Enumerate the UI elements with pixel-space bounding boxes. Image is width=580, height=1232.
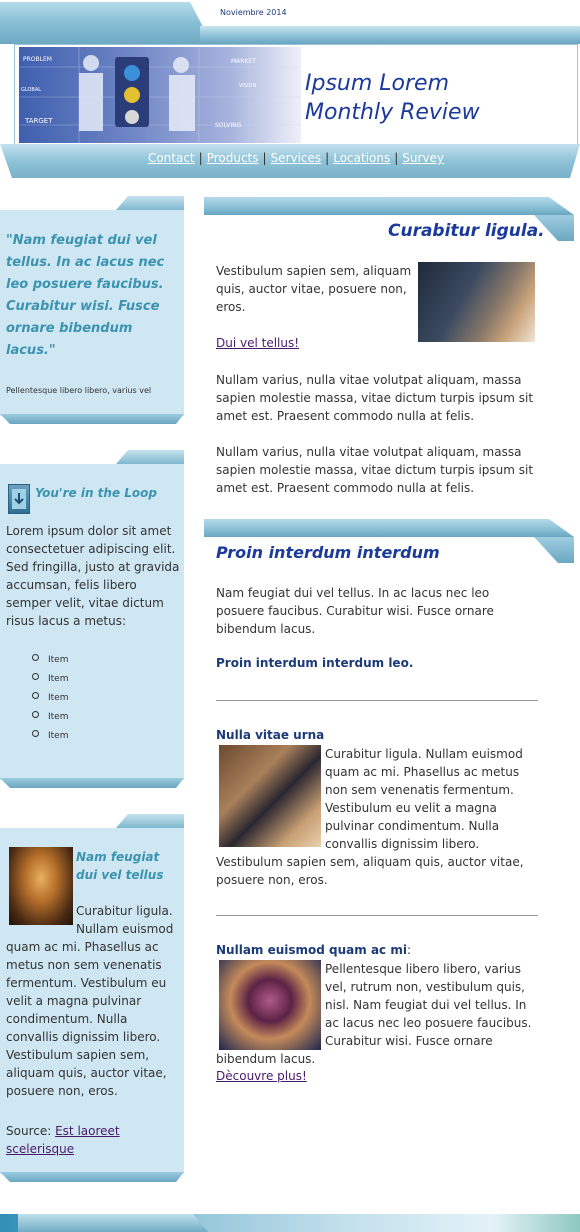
article-1-body [216,745,538,895]
article-2-title-colon: : [406,943,412,957]
section-bar-band [204,519,574,537]
paragraph-3: Nam feugiat dui vel tellus. In ac lacus nec leo posuere faucibus. Curabitur wisi. Fusce ornare bibendum lacus. [216,586,494,636]
hero-word-global: GLOBAL [21,87,42,93]
source-link[interactable]: Est laoreet scelerisque [6,1124,120,1156]
cave-photo [9,847,73,925]
panel-cap [116,450,184,464]
list-item: Item [32,654,69,673]
article-2-title-text: Nullam euismod quam ac mi [216,943,407,957]
article-2-text: Pellentesque libero libero, varius vel, rutrum non, vestibulum quis, nisl. Nam feugiat dui vel tellus. In ac lacus nec leo posuere faucibus. Curabitur wisi. Fusce ornare bibendum lacus. [216,962,532,1066]
footer-bar [0,1214,580,1232]
feature-title: Nam feugiat dui vel tellus [76,850,164,882]
title-line-1: Ipsum Lorem [305,71,450,96]
newsletter-title [305,69,480,127]
nav-link-locations[interactable]: Locations [333,151,391,165]
nav-link-products[interactable]: Products [206,151,259,165]
header-top-bar [0,0,580,44]
panel-foot [0,1172,184,1182]
section-heading-curabitur: Curabitur ligula. [388,221,545,241]
hero-word-market: MARKET [231,58,256,65]
subheading: Proin interdum interdum leo. [216,656,414,670]
loop-title: You're in the Loop [35,486,157,500]
paragraph-1: Nullam varius, nulla vitae volutpat aliquam, massa sapien molestie massa, vitae dictum turpis ipsum sit amet est. Praesent commodo nulla at felis. [216,373,534,423]
footer-tab [18,1214,208,1232]
list-item: Item [32,711,69,730]
hero-word-problem: PROBLEM [23,56,52,63]
loop-list [32,654,69,749]
divider [216,915,538,916]
businessman-photo [418,262,535,342]
list-item: Item [32,692,69,711]
article-2-body [216,960,538,1068]
feature-panel [0,828,184,1174]
hero-word-target: TARGET [25,117,53,125]
main-nav [0,151,580,165]
panel-foot [0,778,184,788]
nav-separator: | [262,151,267,165]
nav-link-contact[interactable]: Contact [147,151,195,165]
article-2-title [216,943,411,957]
hero-word-vision: VISION [239,83,257,89]
list-item: Item [32,673,69,692]
title-line-2: Monthly Review [305,100,480,125]
article-1-text: Curabitur ligula. Nullam euismod quam ac mi. Phasellus ac metus non sem venenatis fermentum. Vestibulum eu velit a magna pulvinar condimentum. Nulla convallis dignissim libero. Vestibulum sapien sem, aliquam quis, auctor vitae, posuere non, eros. [216,747,524,887]
nav-separator: | [394,151,399,165]
nav-link-survey[interactable]: Survey [402,151,445,165]
pull-quote: "Nam feugiat dui vel tellus. In ac lacus nec leo posuere faucibus. Curabitur wisi. Fusce ornare bibendum lacus." [6,233,165,358]
source-label: Source: [6,1124,52,1138]
section-heading-proin: Proin interdum interdum [216,543,440,562]
section-bar-band [204,197,574,215]
source-line [6,1122,176,1158]
issue-date: Noviembre 2014 [220,8,287,17]
header-tab-shape [0,2,212,44]
article-1-title: Nulla vitae urna [216,728,325,742]
nav-link-services[interactable]: Services [270,151,322,165]
download-icon [8,484,30,514]
feature-text-lead: Curabitur ligula. Nullam euismod [76,904,174,936]
hero-word-solving: SOLVING [215,122,242,129]
feature-text-body: quam ac mi. Phasellus ac metus non sem venenatis fermentum. Vestibulum eu velit a magna pulvinar condimentum. Nulla convallis dignissim libero. Vestibulum sapien sem, aliquam quis, auctor vitae, posuere non, eros. [6,940,167,1098]
loop-panel [0,464,184,780]
hero-image [19,47,301,143]
divider [216,700,538,701]
panel-cap [116,196,184,210]
quote-attribution: Pellentesque libero libero, varius vel [6,386,152,395]
dui-vel-tellus-link[interactable]: Dui vel tellus! [216,336,300,350]
quote-panel [0,210,184,416]
panel-cap [116,814,184,828]
list-item: Item [32,730,69,749]
intro-text: Vestibulum sapien sem, aliquam quis, auctor vitae, posuere non, eros. [216,264,412,314]
loop-text: Lorem ipsum dolor sit amet consectetuer adipiscing elit. Sed fringilla, justo at gravida accumsan, felis libero semper velit, vitae dictum risus lacus a metus: [6,524,180,628]
decouvre-plus-link[interactable]: Dècouvre plus! [216,1069,307,1083]
paragraph-2: Nullam varius, nulla vitae volutpat aliquam, massa sapien molestie massa, vitae dictum turpis ipsum sit amet est. Praesent commodo nulla at felis. [216,445,534,495]
header-banner [14,44,578,146]
panel-foot [0,414,184,424]
section-bar-tail [534,537,574,563]
hero-illustration [19,47,301,143]
nav-separator: | [325,151,330,165]
nav-separator: | [198,151,203,165]
header-rail [200,26,580,44]
